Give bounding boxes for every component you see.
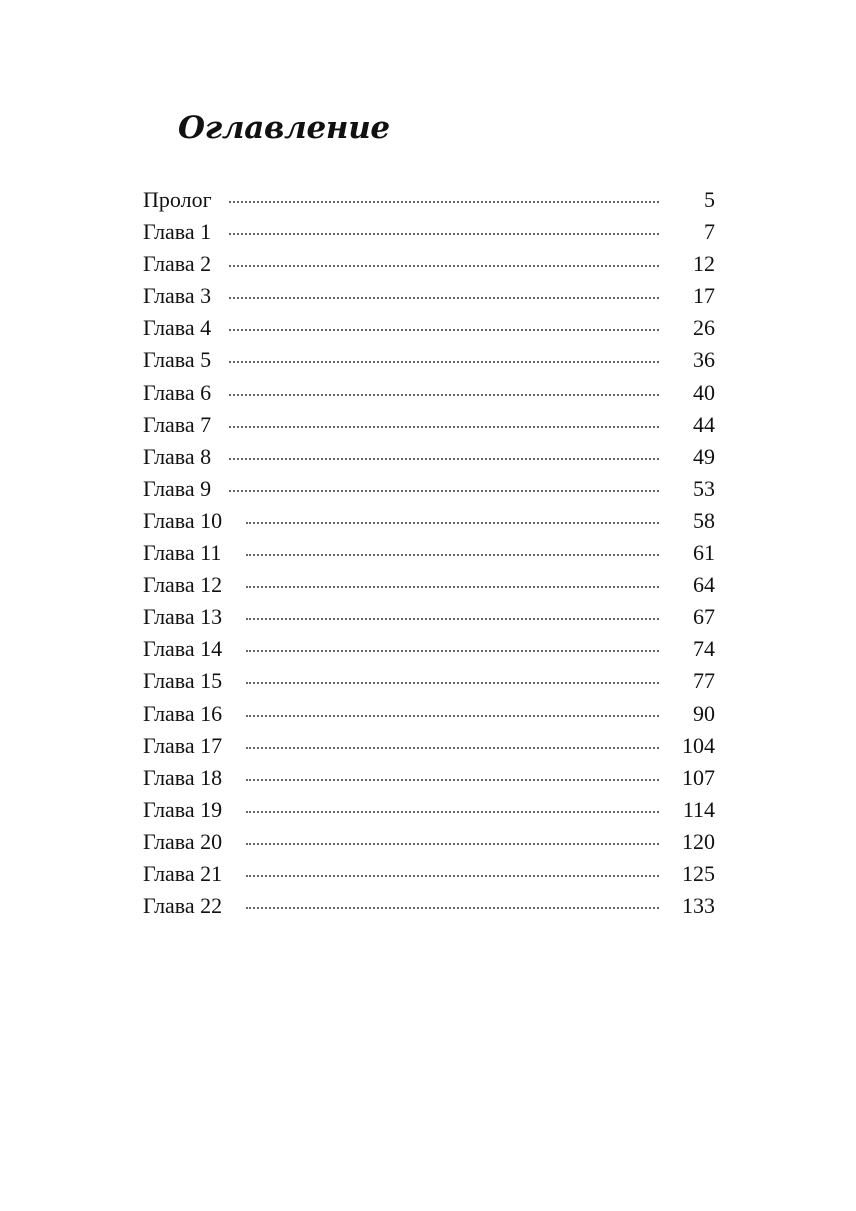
toc-entry-page-number: 104 — [682, 732, 715, 758]
dot-leader — [229, 458, 659, 460]
toc-entry-label: Глава 3 — [143, 283, 212, 309]
dot-leader — [246, 522, 659, 524]
dot-leader — [246, 554, 659, 556]
toc-entry-label: Глава 14 — [143, 636, 223, 662]
toc-entry-label: Глава 21 — [143, 860, 223, 886]
dot-leader — [246, 682, 659, 684]
toc-entry-page-number: 49 — [693, 443, 715, 469]
toc-entry-page-number: 58 — [693, 507, 715, 533]
toc-entry-page-number: 36 — [693, 347, 715, 373]
dot-leader — [229, 297, 659, 299]
toc-entry[interactable] — [143, 248, 715, 280]
toc-entry-page-number: 120 — [682, 828, 715, 854]
dot-leader — [246, 715, 659, 717]
toc-entry-label: Глава 12 — [143, 572, 223, 598]
toc-entry[interactable] — [143, 216, 715, 248]
toc-entry-page-number: 26 — [693, 315, 715, 341]
toc-entry-label: Глава 4 — [143, 315, 212, 341]
toc-entry[interactable] — [143, 505, 715, 537]
toc-entry-label: Глава 16 — [143, 700, 223, 726]
toc-entry-label: Глава 17 — [143, 732, 223, 758]
toc-entry[interactable] — [143, 665, 715, 697]
dot-leader — [229, 265, 659, 267]
dot-leader — [246, 811, 659, 813]
toc-entry-label: Глава 10 — [143, 507, 223, 533]
dot-leader — [246, 779, 659, 781]
toc-entry-page-number: 12 — [693, 251, 715, 277]
toc-entry-label: Глава 19 — [143, 796, 223, 822]
toc-entry[interactable] — [143, 377, 715, 409]
toc-entry[interactable] — [143, 633, 715, 665]
dot-leader — [229, 394, 659, 396]
toc-entry[interactable] — [143, 730, 715, 762]
dot-leader — [246, 875, 659, 877]
toc-entry-page-number: 7 — [704, 219, 715, 245]
toc-entry-page-number: 77 — [693, 668, 715, 694]
toc-entry[interactable] — [143, 312, 715, 344]
dot-leader — [229, 490, 659, 492]
toc-entry[interactable] — [143, 537, 715, 569]
toc-entry-label: Глава 15 — [143, 668, 223, 694]
toc-entry-label: Глава 2 — [143, 251, 212, 277]
toc-entry-page-number: 125 — [682, 860, 715, 886]
toc-entry-page-number: 5 — [704, 187, 715, 212]
toc-entry[interactable] — [143, 184, 715, 216]
dot-leader — [229, 361, 659, 363]
dot-leader — [229, 426, 659, 428]
toc-entry[interactable] — [143, 473, 715, 505]
toc-entry-page-number: 40 — [693, 379, 715, 405]
toc-entry[interactable] — [143, 826, 715, 858]
page-title: Оглавление — [178, 110, 390, 146]
dot-leader — [246, 907, 659, 909]
toc-entry-page-number: 64 — [693, 572, 715, 598]
toc-entry-label: Глава 18 — [143, 764, 223, 790]
toc-entry-label: Глава 7 — [143, 411, 212, 437]
toc-entry-page-number: 90 — [693, 700, 715, 726]
toc-entry-page-number: 133 — [682, 893, 715, 919]
toc-entry-label: Глава 11 — [143, 540, 222, 566]
toc-entry-page-number: 44 — [693, 411, 715, 437]
dot-leader — [246, 586, 659, 588]
dot-leader — [246, 618, 659, 620]
dot-leader — [229, 233, 659, 235]
toc-entry[interactable] — [143, 344, 715, 376]
toc-entry-page-number: 53 — [693, 475, 715, 501]
toc-entry-label: Глава 8 — [143, 443, 212, 469]
toc-entry[interactable] — [143, 601, 715, 633]
toc-entry-label: Глава 20 — [143, 828, 223, 854]
toc-entry[interactable] — [143, 858, 715, 890]
toc-entry-label: Пролог — [143, 187, 212, 212]
toc-entry-label: Глава 6 — [143, 379, 212, 405]
toc-entry-label: Глава 22 — [143, 893, 223, 919]
toc-entry-label: Глава 1 — [143, 219, 212, 245]
toc-entry-label: Глава 9 — [143, 475, 212, 501]
toc-entry[interactable] — [143, 762, 715, 794]
toc-entry[interactable] — [143, 890, 715, 922]
toc-entry-page-number: 17 — [693, 283, 715, 309]
toc-entry-page-number: 67 — [693, 604, 715, 630]
toc-entry[interactable] — [143, 280, 715, 312]
toc-entry-label: Глава 5 — [143, 347, 212, 373]
toc-entry[interactable] — [143, 441, 715, 473]
toc-entry[interactable] — [143, 409, 715, 441]
toc-entry-page-number: 107 — [682, 764, 715, 790]
dot-leader — [246, 650, 659, 652]
dot-leader — [229, 201, 659, 203]
toc-entry-page-number: 61 — [693, 540, 715, 566]
dot-leader — [246, 747, 659, 749]
toc-entry-page-number: 114 — [682, 796, 715, 822]
toc-entry[interactable] — [143, 569, 715, 601]
dot-leader — [229, 329, 659, 331]
dot-leader — [246, 843, 659, 845]
toc-entry-page-number: 74 — [693, 636, 715, 662]
toc-entry-label: Глава 13 — [143, 604, 223, 630]
toc-entry[interactable] — [143, 794, 715, 826]
table-of-contents — [143, 184, 715, 922]
toc-entry[interactable] — [143, 698, 715, 730]
